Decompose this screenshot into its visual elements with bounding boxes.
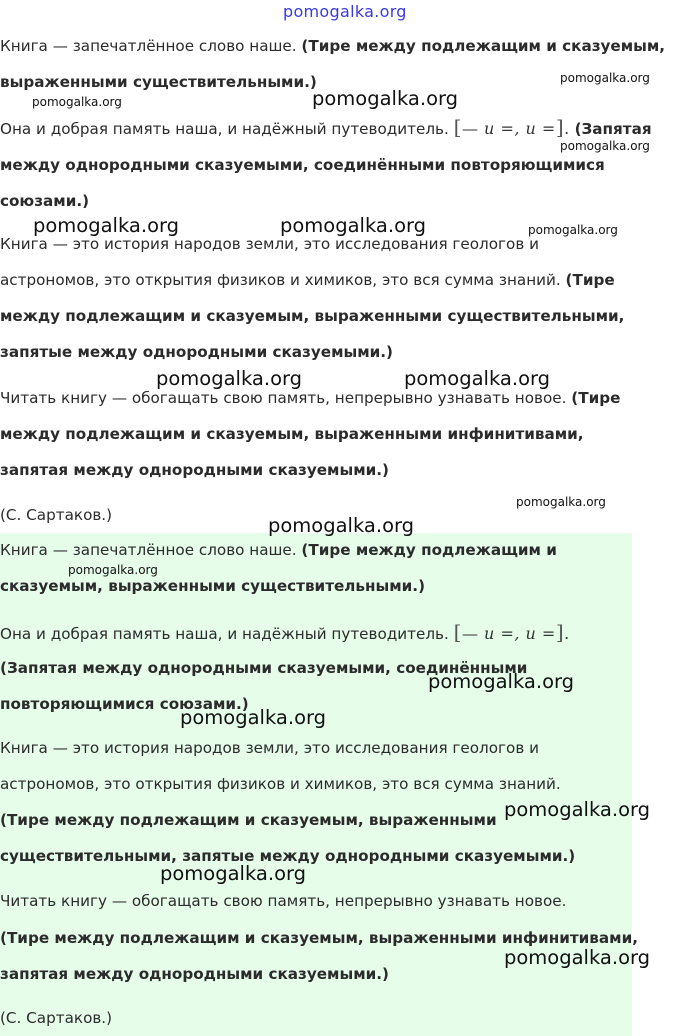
watermark: pomogalka.org: [68, 563, 158, 577]
punctuation-note: (Тире между подлежащим и сказуемым, выраженными существительными.): [0, 541, 557, 595]
site-logo: pomogalka.org: [283, 2, 407, 21]
sentence-text: Читать книгу — обогащать свою память, непрерывно узнавать новое.: [0, 389, 572, 407]
watermark: pomogalka.org: [428, 670, 575, 693]
watermark: pomogalka.org: [280, 214, 427, 237]
watermark: pomogalka.org: [312, 87, 459, 110]
top-paragraph-3: [0, 226, 640, 370]
answer-paragraph-2-note: (Запятая между однородными сказуемыми, соединёнными повторяющимися союзами.): [0, 659, 528, 713]
top-paragraph-2: [0, 109, 676, 219]
watermark: pomogalka.org: [560, 71, 650, 85]
punctuation-note: (Запятая между однородными сказуемыми, соединёнными повторяющимися союзами.): [0, 120, 652, 210]
watermark: pomogalka.org: [560, 139, 650, 153]
watermark: pomogalka.org: [404, 367, 551, 390]
watermark: pomogalka.org: [160, 862, 307, 885]
watermark: pomogalka.org: [32, 95, 122, 109]
punctuation-note: (Тире между подлежащим и сказуемым, выраженными инфинитивами, запятая между однородными сказуемыми.): [0, 389, 621, 479]
sentence-text: Книга — это история народов земли, это исследования геологов и астрономов, это открытия физиков и химиков, это вся сумма знаний.: [0, 235, 566, 289]
watermark: pomogalka.org: [504, 798, 651, 821]
sentence-scheme: [— и =, и =].: [453, 620, 570, 644]
punctuation-note: (Тире между подлежащим и сказуемым, выраженными существительными, запятые между однородными сказуемыми.): [0, 271, 625, 361]
watermark: pomogalka.org: [268, 514, 415, 537]
watermark: pomogalka.org: [33, 214, 180, 237]
sentence-text: Книга — запечатлённое слово наше.: [0, 37, 302, 55]
author-attribution: (С. Сартаков.): [0, 1009, 113, 1027]
answer-paragraph-3: Книга — это история народов земли, это исследования геологов и астрономов, это открытия физиков и химиков, это вся сумма знаний.: [0, 739, 561, 793]
sentence-text: Она и добрая память наша, и надёжный путеводитель.: [0, 120, 454, 138]
watermark: pomogalka.org: [504, 946, 651, 969]
scheme-body: — и =, и =: [461, 119, 556, 138]
answer-paragraph-4-note: (Тире между подлежащим и сказуемым, выраженными инфинитивами, запятая между однородными сказуемыми.): [0, 929, 638, 983]
watermark: pomogalka.org: [180, 706, 327, 729]
sentence-text: Книга — запечатлённое слово наше.: [0, 541, 302, 559]
sentence-scheme: [— и =, и =].: [453, 115, 570, 139]
top-paragraph-4: [0, 380, 648, 488]
watermark: pomogalka.org: [156, 367, 303, 390]
punctuation-note: (Тире между подлежащим и сказуемым, выраженными существительными.): [0, 37, 666, 91]
watermark: pomogalka.org: [516, 495, 606, 509]
watermark: pomogalka.org: [528, 223, 618, 237]
answer-paragraph-2: [0, 614, 630, 652]
answer-paragraph-3-note: (Тире между подлежащим и сказуемым, выраженными существительными, запятые между однородными сказуемыми.): [0, 811, 576, 865]
sentence-text: Она и добрая память наша, и надёжный путеводитель.: [0, 625, 454, 643]
scheme-body: — и =, и =: [461, 624, 556, 643]
answer-paragraph-4: Читать книгу — обогащать свою память, непрерывно узнавать новое.: [0, 892, 567, 910]
author-attribution: (С. Сартаков.): [0, 506, 113, 524]
